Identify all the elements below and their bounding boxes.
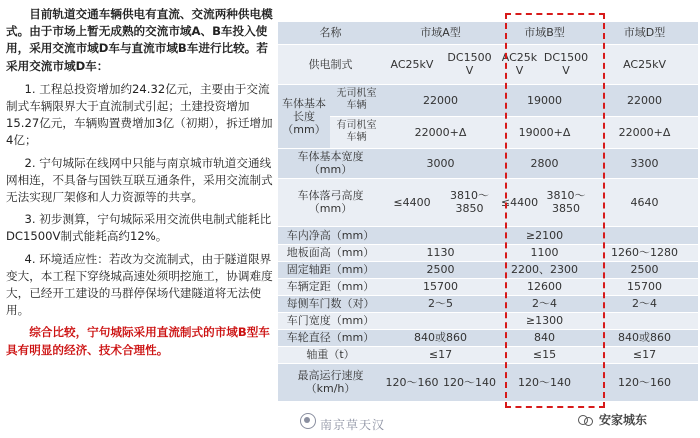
table-row — [278, 22, 698, 44]
power-label: 供电制式 — [278, 44, 383, 84]
doors-b: 2～4 — [498, 295, 591, 312]
cab-label: 有司机室车辆 — [330, 116, 383, 148]
header-name: 名称 — [278, 22, 383, 44]
height-a-ac: ≤4400 — [383, 178, 441, 226]
intro-paragraph: 目前轨道交通车辆供电有直流、交流两种供电模式。由于市场上暂无成熟的交流市域A、B车投入使用，采用交流市域D车与直流市域B车进行比较。若采用交流市域D车： — [6, 7, 273, 73]
floor-label: 地板面高（mm） — [278, 244, 383, 261]
speed-label: 最高运行速度（km/h） — [278, 363, 383, 401]
table-row — [278, 116, 698, 148]
power-b-dc: DC1500 V — [541, 44, 591, 84]
table-row — [278, 226, 698, 244]
explanation-panel — [6, 6, 274, 426]
axle-a: ≤17 — [383, 346, 498, 363]
table-row — [278, 44, 698, 84]
length-label: 车体基本长度（mm） — [278, 84, 330, 148]
height-b-dc: 3810～3850 — [541, 178, 591, 226]
brand-text: 安家城东 — [599, 413, 648, 427]
wheelbase-label: 固定轴距（mm） — [278, 261, 383, 278]
table-row — [278, 295, 698, 312]
no-cab-d: 22000 — [591, 84, 698, 116]
wheel-a: 840或860 — [383, 329, 498, 346]
table-row — [278, 84, 698, 116]
axle-d: ≤17 — [591, 346, 698, 363]
table-row — [278, 363, 698, 401]
no-cab-a: 22000 — [383, 84, 498, 116]
wheelbase-d: 2500 — [591, 261, 698, 278]
table-row — [278, 312, 698, 329]
wheelbase-b: 2200、2300 — [498, 261, 591, 278]
power-a-dc: DC1500 V — [441, 44, 498, 84]
inner-height-label: 车内净高（mm） — [278, 226, 383, 244]
power-a-ac: AC25kV — [383, 44, 441, 84]
door-width-label: 车门宽度（mm） — [278, 312, 383, 329]
no-cab-b: 19000 — [498, 84, 591, 116]
doors-a: 2～5 — [383, 295, 498, 312]
header-d: 市域D型 — [591, 22, 698, 44]
power-d: AC25kV — [591, 44, 698, 84]
table-row — [278, 346, 698, 363]
height-a-dc: 3810～3850 — [441, 178, 498, 226]
inner-height-b: ≥2100 — [498, 226, 591, 244]
width-d: 3300 — [591, 148, 698, 178]
wheel-d: 840或860 — [591, 329, 698, 346]
table-row — [278, 278, 698, 295]
comparison-table-container — [278, 22, 698, 402]
bogie-a: 15700 — [383, 278, 498, 295]
doors-label: 每侧车门数（对） — [278, 295, 383, 312]
point-4: 4. 环境适应性：若改为交流制式，由于隧道限界变大，本工程下穿绕城高速处须明挖施工，协调难度大，已经开工建设的马群停保场代建隧道将无法使用。 — [6, 251, 273, 318]
speed-b: 120～140 — [498, 363, 591, 401]
doors-d: 2～4 — [591, 295, 698, 312]
header-a: 市域A型 — [383, 22, 498, 44]
header-b: 市域B型 — [498, 22, 591, 44]
weibo-icon — [300, 413, 316, 429]
point-3: 3. 初步测算，宁句城际采用交流供电制式能耗比DC1500V制式能耗高约12%。 — [6, 212, 272, 244]
bogie-b: 12600 — [498, 278, 591, 295]
bogie-label: 车辆定距（mm） — [278, 278, 383, 295]
width-a: 3000 — [383, 148, 498, 178]
speed-a-ac: 120～160 — [383, 363, 441, 401]
floor-a: 1130 — [383, 244, 498, 261]
point-1: 1. 工程总投资增加约24.32亿元，主要由于交流制式车辆限界大于直流制式引起；土建投资增加15.27亿元，车辆购置费增加3亿（初期），拆迁增加4亿； — [6, 81, 273, 148]
watermark — [300, 413, 385, 433]
conclusion: 综合比较，宁句城际采用直流制式的市域B型车具有明显的经济、技术合理性。 — [6, 325, 270, 357]
bogie-d: 15700 — [591, 278, 698, 295]
table-row — [278, 148, 698, 178]
vehicle-comparison-table — [278, 22, 698, 402]
power-b-ac: AC25k V — [498, 44, 541, 84]
wheel-label: 车轮直径（mm） — [278, 329, 383, 346]
height-label: 车体落弓高度（mm） — [278, 178, 383, 226]
cab-a: 22000+Δ — [383, 116, 498, 148]
table-row — [278, 178, 698, 226]
table-row — [278, 244, 698, 261]
axle-b: ≤15 — [498, 346, 591, 363]
no-cab-label: 无司机室车辆 — [330, 84, 383, 116]
wechat-icon — [578, 413, 594, 427]
cab-d: 22000+Δ — [591, 116, 698, 148]
table-row — [278, 329, 698, 346]
floor-b: 1100 — [498, 244, 591, 261]
floor-d: 1260～1280 — [591, 244, 698, 261]
width-b: 2800 — [498, 148, 591, 178]
axle-label: 轴重（t） — [278, 346, 383, 363]
cab-b: 19000+Δ — [498, 116, 591, 148]
point-2: 2. 宁句城际在线网中只能与南京城市轨道交通线网相连，不具备与国铁互联互通条件，采用交流制式无法实现厂架修和人力资源等的共享。 — [6, 155, 273, 205]
wheel-b: 840 — [498, 329, 591, 346]
brand-label — [578, 411, 647, 428]
table-row — [278, 261, 698, 278]
height-b-ac: ≤4400 — [498, 178, 541, 226]
height-d: 4640 — [591, 178, 698, 226]
wheelbase-a: 2500 — [383, 261, 498, 278]
width-label: 车体基本宽度（mm） — [278, 148, 383, 178]
door-width-b: ≥1300 — [498, 312, 591, 329]
watermark-text: 南京草天汉 — [320, 418, 386, 432]
speed-d: 120～160 — [591, 363, 698, 401]
speed-a-dc: 120～140 — [441, 363, 498, 401]
